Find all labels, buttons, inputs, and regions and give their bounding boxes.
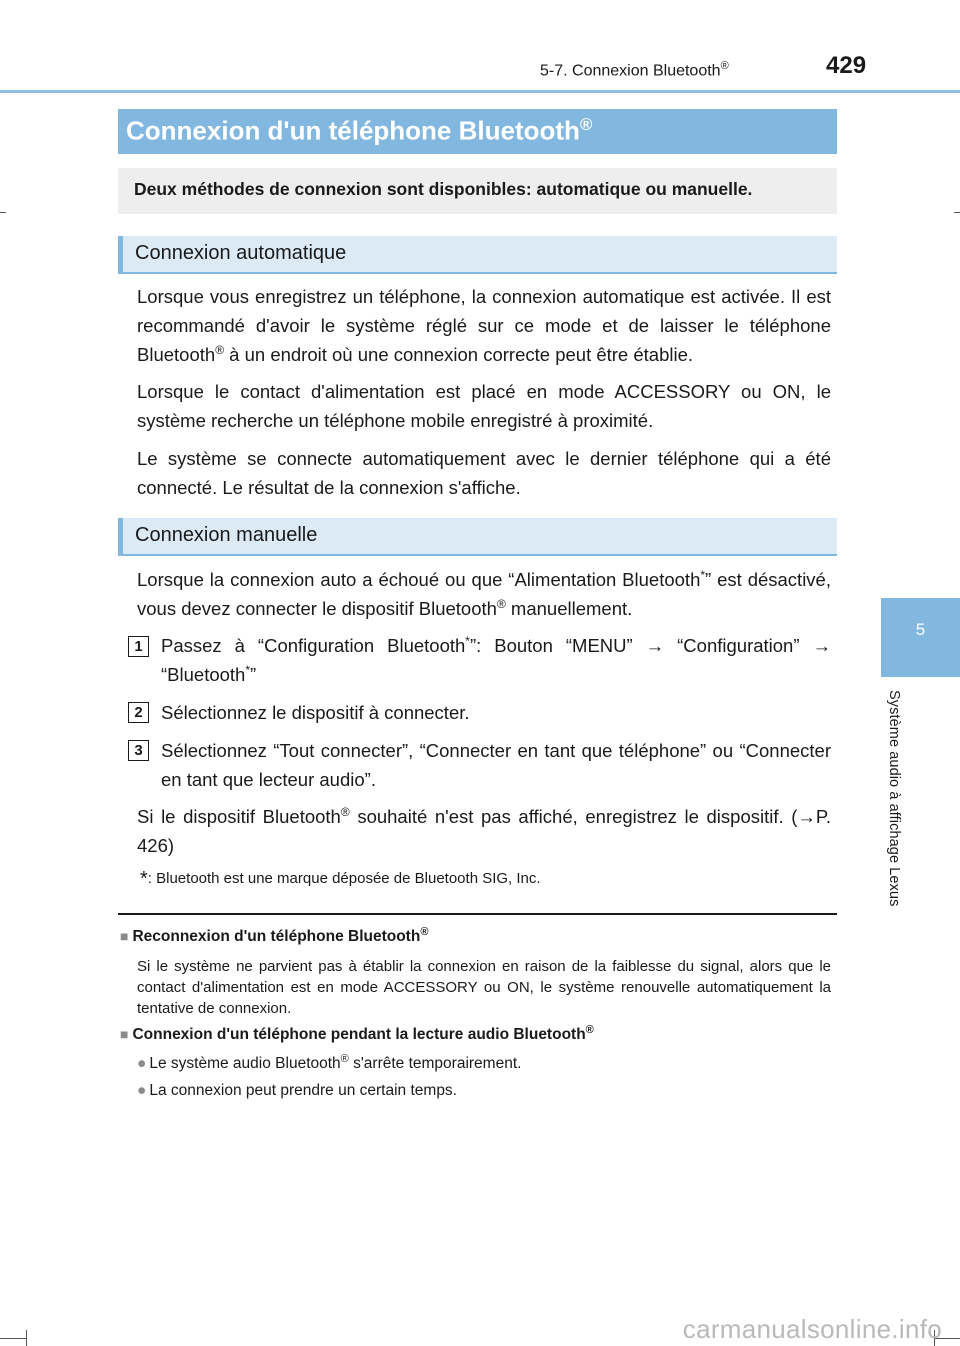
header-section-title: 5-7. Connexion Bluetooth® (540, 60, 729, 80)
auto-paragraph-3: Le système se connecte automatiquement avec le dernier téléphone qui a été connecté. Le résultat de la connexion s'affiche. (137, 448, 831, 498)
circle-bullet-icon: ● (137, 1082, 147, 1099)
step-number-2: 2 (128, 702, 149, 723)
note-heading-audio: ■ Connexion d'un téléphone pendant la lecture audio Bluetooth® (120, 1024, 594, 1044)
chapter-number: 5 (915, 620, 926, 639)
step-2-text: Sélectionnez le dispositif à connecter. (161, 702, 470, 723)
page-title: Connexion d'un téléphone Bluetooth® (126, 115, 593, 146)
note-bullet-2: ● La connexion peut prendre un certain temps. (137, 1082, 457, 1099)
intro-text: Deux méthodes de connexion sont disponibles: automatique ou manuelle. (134, 179, 753, 199)
crop-mark (26, 1330, 27, 1346)
subsection-heading-manual (118, 518, 837, 556)
step-number-3: 3 (128, 740, 149, 761)
step-1-text: Passez à “Configuration Bluetooth*”: Bouton “MENU” → “Configuration” → “Bluetooth*” (161, 633, 831, 685)
note-bullet-1: ● Le système audio Bluetooth® s'arrête temporairement. (137, 1053, 522, 1073)
notes-divider (118, 913, 837, 915)
page-number: 429 (826, 52, 867, 79)
subsection-heading-text: Connexion manuelle (135, 524, 318, 546)
square-bullet-icon: ■ (120, 928, 129, 945)
auto-paragraph-2: Lorsque le contact d'alimentation est placé en mode ACCESSORY ou ON, le système recherche un téléphone mobile enregistré à proximité. (137, 381, 831, 431)
square-bullet-icon: ■ (120, 1026, 129, 1043)
step-3-text: Sélectionnez “Tout connecter”, “Connecter en tant que téléphone” ou “Connecter en tant que lecteur audio”. (161, 740, 831, 790)
note-body-reconnection: Si le système ne parvient pas à établir la connexion en raison de la faiblesse du signal, alors que le contact d'alimentation est en mode ACCESSORY ou ON, le système renouvelle automatiquement la tentative de connexion. (137, 958, 831, 1017)
note-heading-reconnection: ■ Reconnexion d'un téléphone Bluetooth® (120, 926, 429, 946)
intro-box (118, 168, 837, 214)
chapter-tab (881, 598, 960, 677)
crop-mark (0, 212, 6, 213)
subsection-heading-text: Connexion automatique (135, 242, 347, 264)
crop-mark (954, 212, 960, 213)
footnote-star: * (140, 868, 148, 890)
header-divider (0, 90, 960, 93)
registered-mark: ® (720, 60, 729, 72)
circle-bullet-icon: ● (137, 1055, 147, 1073)
footnote: *: Bluetooth est une marque déposée de Bluetooth SIG, Inc. (140, 868, 541, 890)
section-title-bar (118, 109, 837, 154)
step-number-1: 1 (128, 636, 149, 657)
manual-paragraph-1: Lorsque la connexion auto a échoué ou que “Alimentation Bluetooth*” est désactivé, vous devez connecter le dispositif Bluetooth® manuellement. (137, 567, 831, 619)
crop-mark (0, 1338, 26, 1339)
chapter-label: Système audio à affichage Lexus (886, 690, 902, 907)
auto-paragraph-1: Lorsque vous enregistrez un téléphone, la connexion automatique est activée. Il est recommandé d'avoir le système réglé sur ce mode et de laisser le téléphone Bluetooth® à un endroit où une connexion correcte peut être établie. (137, 286, 831, 365)
manual-paragraph-2: Si le dispositif Bluetooth® souhaité n'est pas affiché, enregistrez le dispositif. (→P. 426) (137, 804, 831, 856)
watermark: carmanualsonline.info (682, 1314, 942, 1344)
subsection-heading-auto (118, 236, 837, 274)
